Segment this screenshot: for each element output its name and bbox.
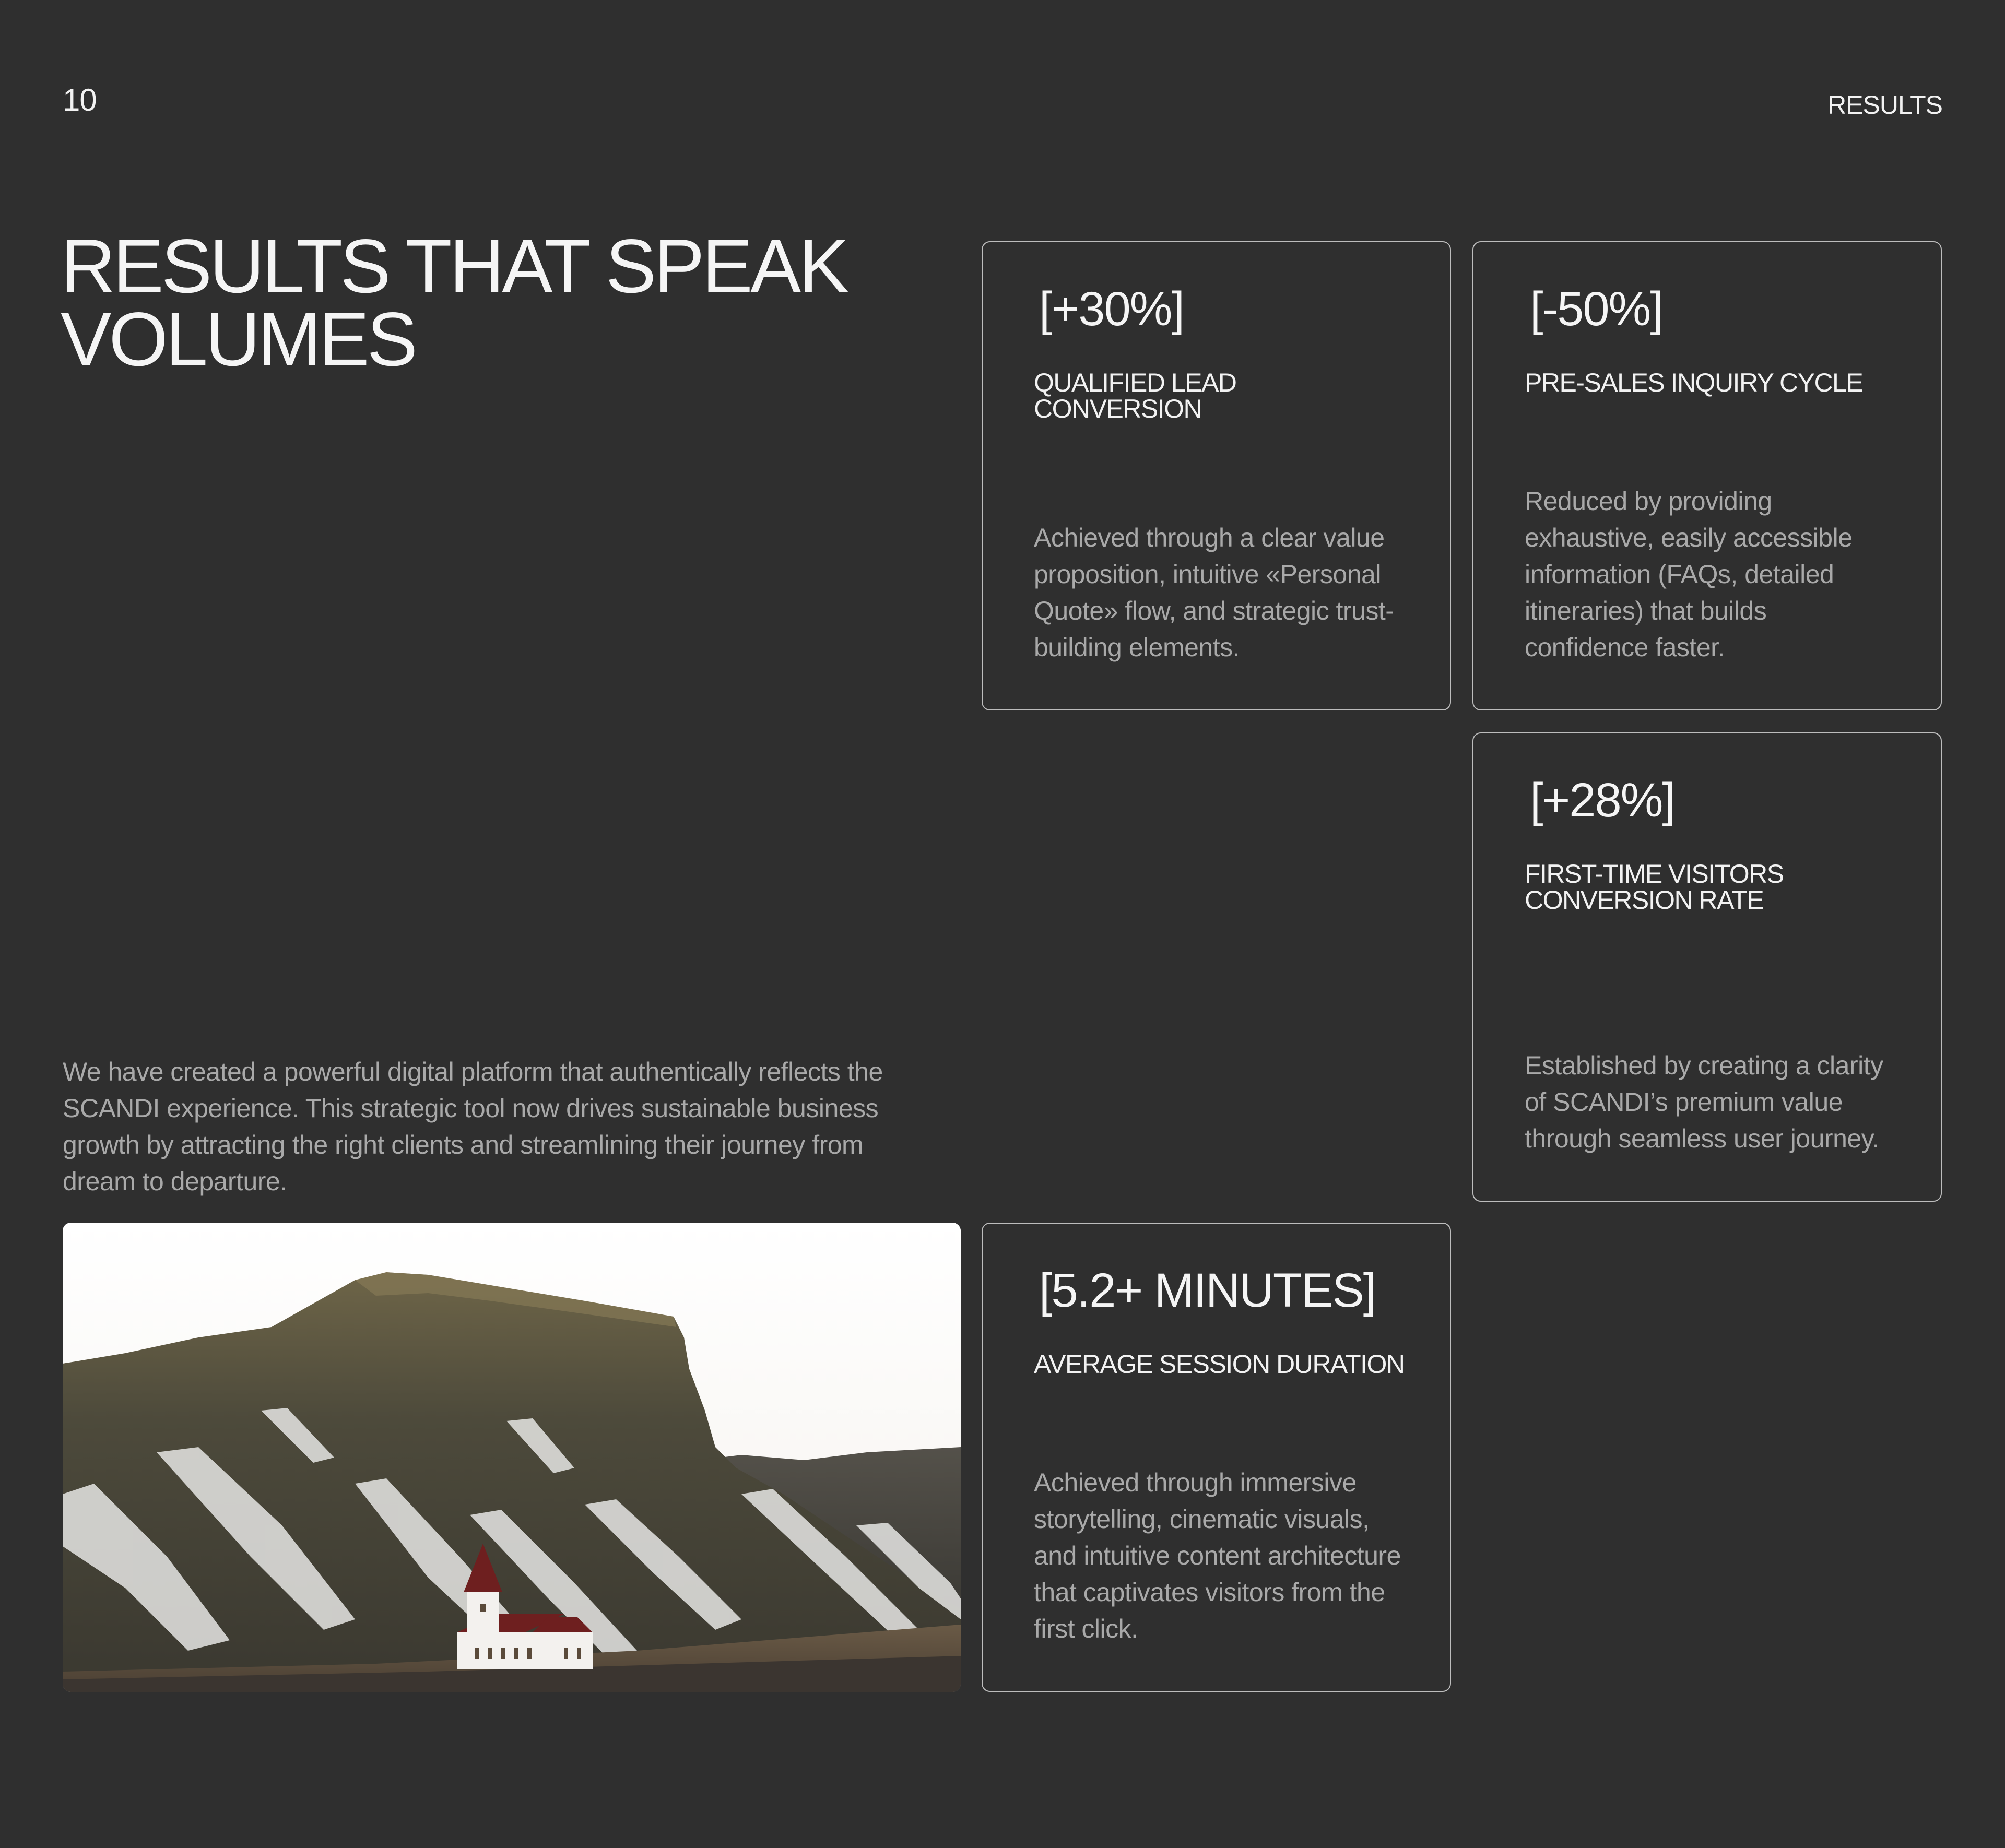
section-label: RESULTS — [1827, 90, 1942, 120]
result-card-lead-conversion — [982, 241, 1451, 710]
metric-description: Achieved through immersive storytelling, cinematic visuals, and intuitive content architecture that captivates visitors from the first click. — [1034, 1468, 1401, 1643]
metric-value: [+30%] — [1039, 282, 1184, 336]
mountain-church-illustration — [63, 1223, 961, 1692]
metric-description: Achieved through a clear value proposition, intuitive «Personal Quote» flow, and strategic trust-building elements. — [1034, 523, 1394, 662]
metric-value: [5.2+ MINUTES] — [1039, 1264, 1376, 1317]
metric-title: AVERAGE SESSION DURATION — [1034, 1349, 1405, 1379]
page-title — [61, 223, 948, 382]
metric-description: Established by creating a clarity of SCANDI’s premium value through seamless user journey. — [1525, 1051, 1883, 1153]
page-title-line-2: VOLUMES — [61, 297, 415, 382]
intro-paragraph: We have created a powerful digital platform that authentically reflects the SCANDI experience. This strategic tool now drives sustainable business growth by attracting the right clients and streamlining their journey from dream to departure. — [63, 1057, 883, 1196]
metric-title: PRE-SALES INQUIRY CYCLE — [1525, 368, 1863, 397]
metric-title: FIRST-TIME VISITORS CONVERSION RATE — [1525, 859, 1784, 915]
result-card-inquiry-cycle — [1472, 241, 1942, 710]
metric-description: Reduced by providing exhaustive, easily accessible information (FAQs, detailed itineraries) that builds confidence faster. — [1525, 487, 1853, 662]
metric-value: [+28%] — [1530, 774, 1674, 827]
metric-title: QUALIFIED LEAD CONVERSION — [1034, 368, 1236, 423]
metric-value: [-50%] — [1530, 282, 1662, 336]
page-title-line-1: RESULTS THAT SPEAK — [61, 223, 847, 309]
result-card-visitor-conversion — [1472, 732, 1942, 1202]
landscape-photo — [63, 1223, 961, 1692]
result-card-session-duration — [982, 1223, 1451, 1692]
page-number: 10 — [63, 82, 97, 117]
